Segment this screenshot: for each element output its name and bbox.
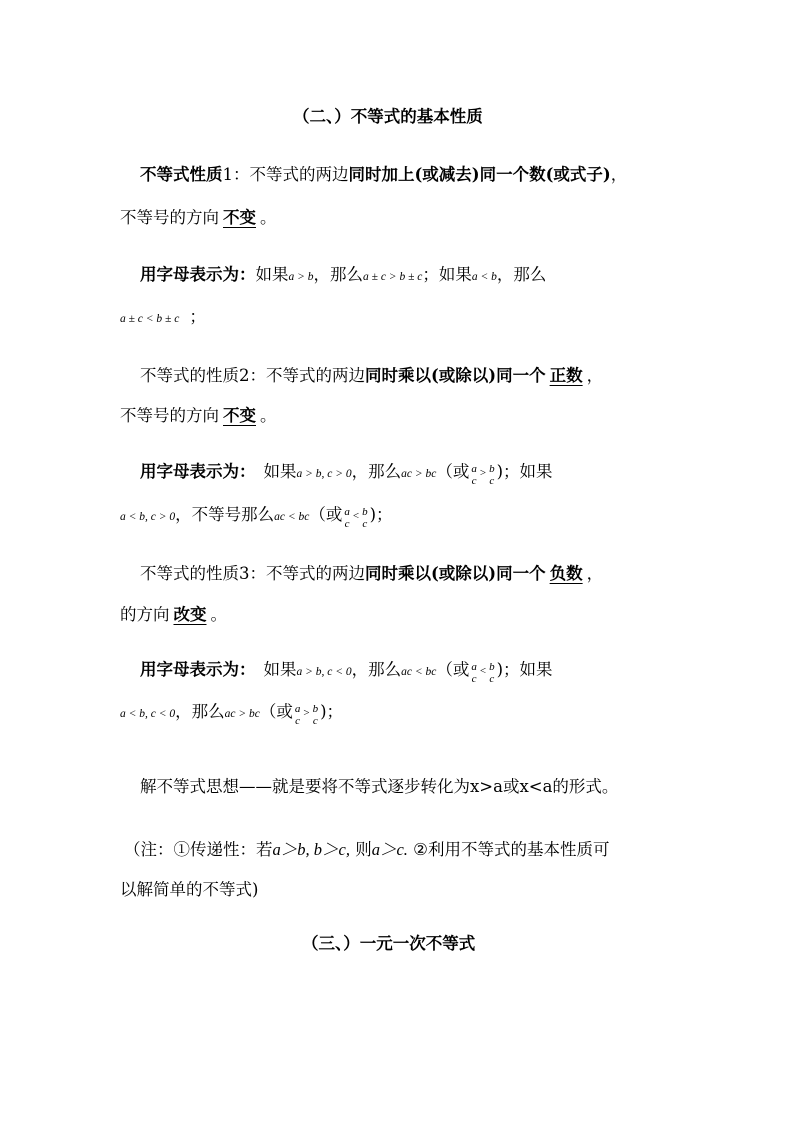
property-2-text-a: ：不等式的两边 [249,366,365,385]
property-1-line2-a: 不等号的方向 [120,208,219,227]
property-2-math-3: a < b, c > 0 [120,511,176,523]
fraction-denominator: c [471,672,477,685]
property-3-line2-b: 。 [210,605,227,624]
property-3-fraction-2 [488,661,496,685]
note-part-b: 则 [349,840,372,859]
property-2-l6: （或 [309,505,343,524]
property-2-letters-label: 用字母表示为： [140,462,256,481]
property-2-line2-a: 不等号的方向 [120,406,219,425]
note-line-1 [124,838,609,862]
property-1-number: 1 [222,165,233,184]
fraction-numerator: a [294,702,301,715]
property-3-l4: )；如果 [496,660,553,679]
property-3-text-c: ， [586,564,604,583]
property-3-fraction-1 [470,661,478,685]
property-3-l7: )； [320,702,343,721]
fraction-denominator: c [295,714,301,727]
property-3-letters-line-1 [140,658,553,684]
property-3-line-1 [140,562,603,586]
property-1-line-1 [140,163,627,187]
fraction-denominator: c [489,474,495,487]
property-2-line-1 [140,364,603,388]
property-2-relation-2: < [352,509,360,522]
property-1-l4: ，那么 [496,265,547,284]
property-2-fraction-1 [470,463,478,487]
solving-idea-line: 解不等式思想——就是要将不等式逐步转化为x>a或x<a的形式。 [140,777,619,796]
property-2-math-2: ac > bc [401,468,437,480]
property-3-l6: （或 [259,702,293,721]
property-2-letters-line-2 [120,503,393,529]
fraction-numerator: a [471,660,477,673]
property-2-l2: ，那么 [351,462,402,481]
property-1-letters-label: 用字母表示为： [140,265,256,284]
note-line-2: 以解简单的不等式) [120,880,259,899]
note-part-c: ②利用不等式的基本性质可 [407,840,610,859]
fraction-denominator: c [471,474,477,487]
fraction-numerator: a [471,462,477,475]
property-2-number: 2 [239,366,250,385]
property-3-math-3: a < b, c < 0 [120,708,176,720]
section-title-2: （二、）不等式的基本性质 [293,107,483,126]
property-3-relation-2: > [303,706,310,719]
property-1-line2-b: 。 [260,208,277,227]
fraction-numerator: b [362,505,368,518]
property-3-fraction-4 [312,703,320,727]
property-3-fraction-3 [294,703,302,727]
fraction-denominator: c [362,517,368,530]
property-1-text-b: 同时加上(或减去)同一个数(或式子) [348,165,611,184]
fraction-numerator: b [489,462,495,475]
property-2-relation-1: > [479,466,487,479]
property-2-fraction-3 [343,506,351,530]
property-3-math-1: a > b, c < 0 [296,666,352,678]
property-1-l3: ；如果 [422,265,472,284]
property-3-l3: （或 [436,660,470,679]
property-2-text-c: ， [586,366,604,385]
property-3-math-2: ac < bc [401,666,437,678]
property-1-line-2 [120,206,277,230]
property-2-l3: （或 [436,462,470,481]
property-3-relation-1: < [479,664,487,677]
property-1-answer: 不变 [223,208,256,227]
property-1-math-2: a ± c > b ± c [363,271,423,283]
note-math-1: a＞b, b＞c, [272,840,350,859]
property-2-math-4: ac < bc [274,511,310,523]
fraction-numerator: a [344,505,350,518]
fraction-numerator: b [489,660,495,673]
property-1-letters-line-2 [120,305,206,331]
property-3-line-2 [120,603,227,627]
property-3-answer-2: 改变 [173,605,207,624]
property-2-l1: 如果 [263,462,297,481]
property-3-letters-line-2 [120,700,343,726]
note-part-a: （注：①传递性：若 [124,840,273,859]
property-2-answer: 正数 [549,366,583,385]
property-2-l4: )；如果 [496,462,553,481]
property-3-number: 3 [239,564,250,583]
property-1-math-4: a ± c < b ± c [120,313,180,325]
property-3-letters-label: 用字母表示为： [140,660,256,679]
property-2-line2-b: 。 [260,406,277,425]
property-2-l5: ，不等号那么 [175,505,275,524]
property-2-fraction-2 [488,463,496,487]
section-title-3: （三、）一元一次不等式 [302,934,476,953]
property-1-lead: 不等式性质 [140,165,223,184]
property-1-letters-line-1 [140,263,546,289]
property-1-math-3: a < b [471,271,497,283]
property-2-l7: )； [369,505,393,524]
fraction-denominator: c [312,714,318,727]
property-2-letters-line-1 [140,460,553,486]
property-2-fraction-4 [361,506,369,530]
property-3-math-4: ac > bc [224,708,260,720]
property-1-l5: ； [189,307,206,326]
property-1-l1: 如果 [255,265,289,284]
property-2-line-2 [120,404,277,428]
property-1-text-c: ， [610,165,628,184]
property-3-answer: 负数 [549,564,583,583]
property-1-math-1: a > b [288,271,314,283]
property-3-text-b: 同时乘以(或除以)同一个 [365,564,546,583]
property-1-l2: ，那么 [313,265,364,284]
property-2-answer-2: 不变 [223,406,256,425]
property-3-lead: 不等式的性质 [140,564,239,583]
property-1-text-a: ：不等式的两边 [233,165,349,184]
property-2-lead: 不等式的性质 [140,366,239,385]
property-2-text-b: 同时乘以(或除以)同一个 [365,366,546,385]
property-3-l2: ，那么 [351,660,402,679]
property-3-l1: 如果 [263,660,297,679]
property-3-l5: ，那么 [175,702,225,721]
property-2-math-1: a > b, c > 0 [296,468,352,480]
fraction-denominator: c [344,517,350,530]
fraction-numerator: b [312,702,319,715]
property-3-text-a: ：不等式的两边 [249,564,365,583]
note-math-2: a＞c. [371,840,408,859]
fraction-denominator: c [489,672,495,685]
property-3-line2-a: 的方向 [120,605,170,624]
